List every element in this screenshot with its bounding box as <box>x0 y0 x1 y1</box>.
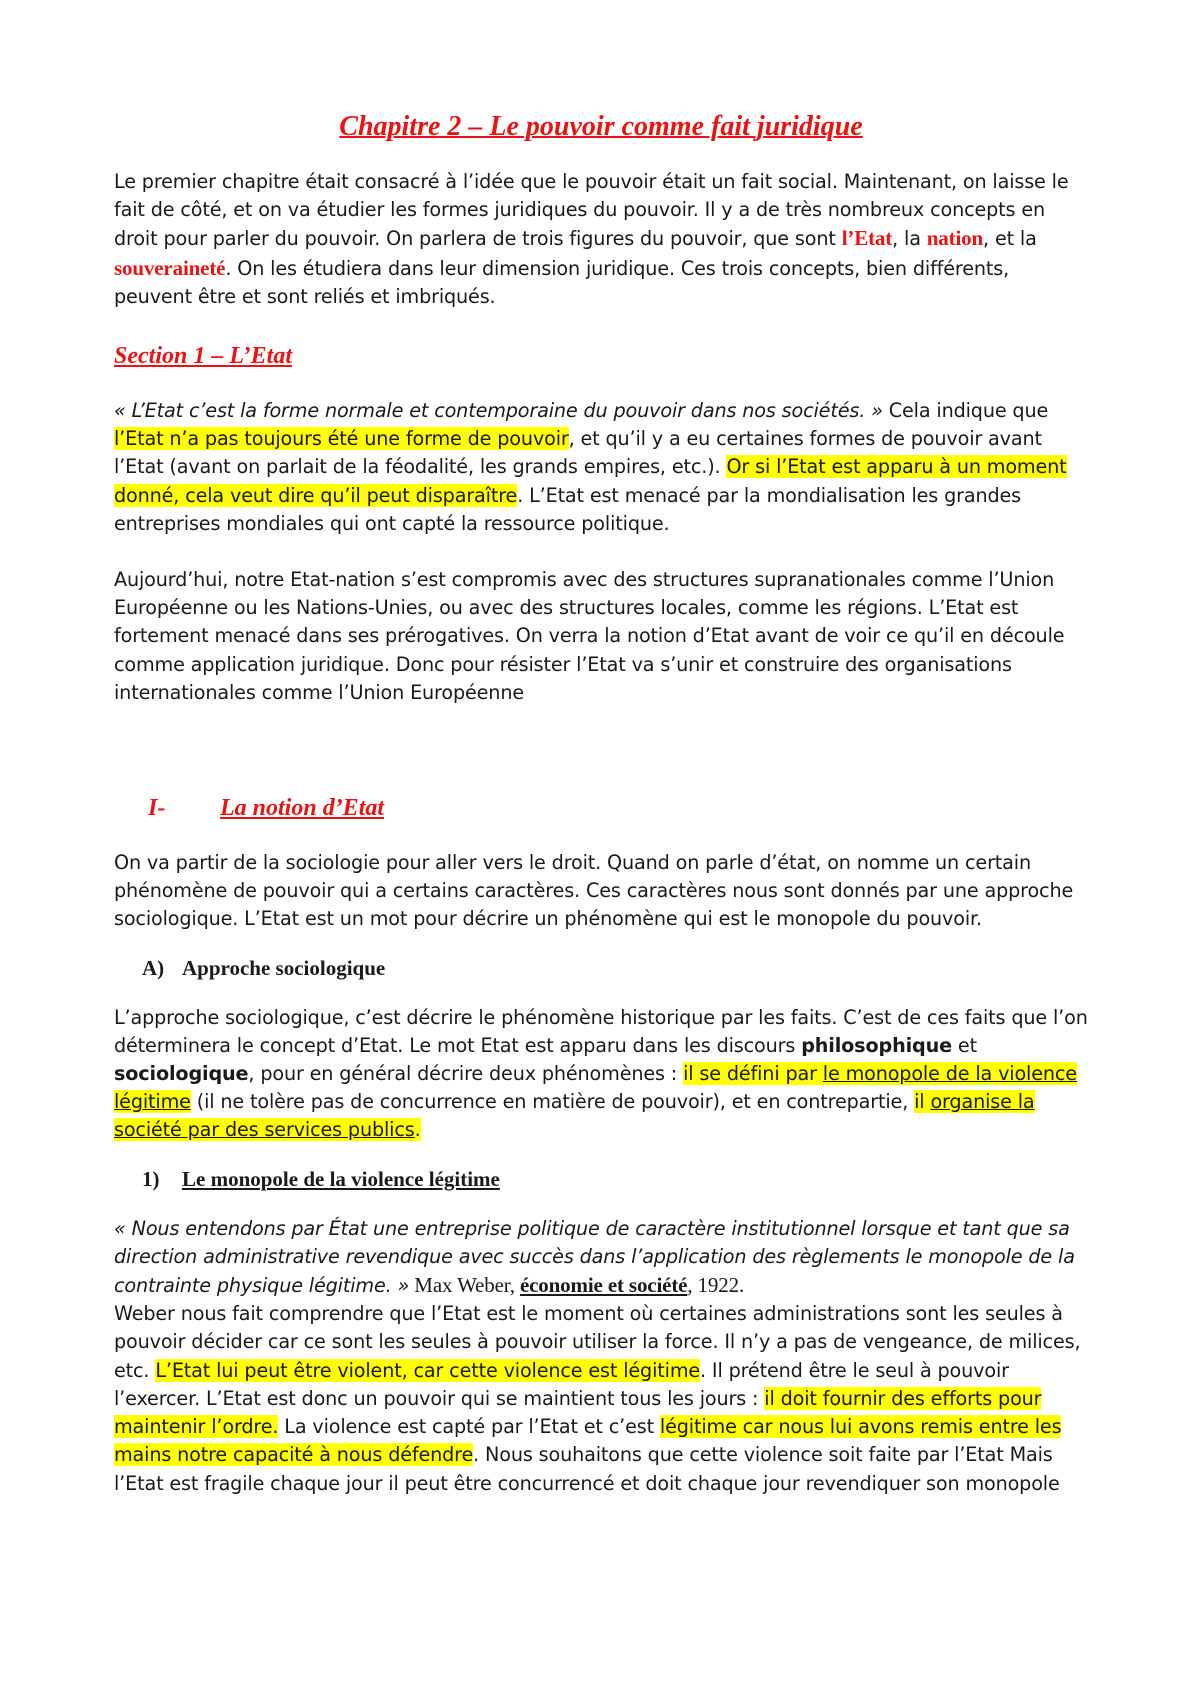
part-a-text-4: (il ne tolère pas de concurrence en matière de pouvoir), et en contrepartie, <box>190 1090 915 1114</box>
part-1-label: La notion d’Etat <box>220 795 385 822</box>
part-a-text-5: . <box>414 1118 421 1142</box>
highlight-maintain-order: il doit fournir des efforts pour maintenir l’ordre. <box>114 1386 1042 1439</box>
intro-text-1: Le premier chapitre était consacré à l’idée que le pouvoir était un fait social. Maintenant, on laisse le fait de côté, et on va étudier les formes juridiques du pouvoir. Il y a de très nombreux concepts en droit pour parler du pouvoir. On parlera de trois figures du pouvoir, que sont <box>114 170 1069 251</box>
keyword-nation: nation <box>926 226 984 251</box>
intro-text-2: . On les étudiera dans leur dimension juridique. Ces trois concepts, bien différents, peuvent être et sont reliés et imbriqués. <box>114 256 1010 308</box>
part-a-heading <box>142 954 1088 982</box>
part-a-paragraph <box>114 1004 1088 1145</box>
highlight-defined-by: il se défini par <box>683 1062 823 1086</box>
section-1-text-2: , et qu’il y a eu certaines formes de pouvoir avant l’Etat (avant on parlait de la féodalité, les grands empires, etc.). <box>114 427 1042 479</box>
part-1-1-paragraph <box>114 1215 1088 1498</box>
part-a-text-3: , pour en général décrire deux phénomènes : <box>248 1062 684 1086</box>
highlight-il: il <box>914 1090 931 1114</box>
weber-work: économie et société <box>519 1273 688 1298</box>
intro-paragraph <box>114 168 1088 311</box>
part-a-label: Approche sociologique <box>182 955 386 980</box>
highlight-legitimate-violence: L’Etat lui peut être violent, car cette violence est légitime <box>155 1358 701 1382</box>
part-a-text-1: L’approche sociologique, c’est décrire le phénomène historique par les faits. C’est de ces faits que l’on déterminera le concept d’Etat. Le mot Etat est apparu dans les discours <box>114 1005 1088 1057</box>
section-1-title: Section 1 – L’Etat <box>114 343 293 370</box>
highlight-public-services: organise la société par des services publics <box>114 1090 1035 1142</box>
chapter-title: Chapitre 2 – Le pouvoir comme fait juridique <box>339 111 863 142</box>
part-1-heading <box>148 793 1088 823</box>
part-1-1-text-4: . Nous souhaitons que cette violence soit faite par l’Etat Mais l’Etat est fragile chaque jour il peut être concurrencé et doit chaque jour revendiquer son monopole <box>114 1443 1060 1495</box>
weber-quote: « Nous entendons par État une entreprise politique de caractère institutionnel lorsque et tant que sa direction administrative revendique avec succès dans l’application des règlements le monopole de la contrainte physique légitime. » <box>114 1216 1075 1298</box>
part-1-1-number: 1) <box>142 1166 160 1191</box>
highlight-defend-ourselves: légitime car nous lui avons remis entre les mains notre capacité à nous défendre <box>114 1415 1062 1467</box>
section-1-text-3: . L’Etat est menacé par la mondialisation les grandes entreprises mondiales qui ont capté la ressource politique. <box>114 483 1022 535</box>
highlight-state-can-disappear: Or si l’Etat est apparu à un moment donné, cela veut dire qu’il peut disparaître <box>114 455 1067 507</box>
part-a-number: A) <box>142 955 165 980</box>
highlight-monopoly-violence: le monopole de la violence légitime <box>114 1062 1077 1114</box>
keyword-sociologique: sociologique <box>114 1062 249 1086</box>
part-1-paragraph: On va partir de la sociologie pour aller vers le droit. Quand on parle d’état, on nomme un certain phénomène de pouvoir qui a certains caractères. Ces caractères nous sont donnés par une approche sociologique. L’Etat est un mot pour décrire un phénomène qui est le monopole du pouvoir. <box>114 851 1074 931</box>
weber-year: , 1922. <box>687 1273 745 1298</box>
part-1-1-label: Le monopole de la violence légitime <box>182 1166 500 1191</box>
intro-sep-2: , et la <box>983 227 1037 251</box>
intro-sep-1: , la <box>892 227 927 251</box>
part-a-text-2: et <box>951 1033 977 1057</box>
keyword-souverainete: souveraineté <box>114 255 226 280</box>
part-1-1-text-1: Weber nous fait comprendre que l’Etat est le moment où certaines administrations sont les seules à pouvoir décider car ce sont les seules à pouvoir utiliser la force. Il n’y a pas de vengeance, de milices, etc. <box>114 1302 1081 1382</box>
weber-author: Max Weber, <box>409 1273 520 1298</box>
keyword-philosophique: philosophique <box>801 1033 952 1057</box>
part-1-1-heading <box>142 1165 1088 1193</box>
highlight-state-not-always: l’Etat n’a pas toujours été une forme de pouvoir <box>114 427 569 451</box>
section-1-paragraph-2: Aujourd’hui, notre Etat-nation s’est compromis avec des structures supranationales comme l’Union Européenne ou les Nations-Unies, ou avec des structures locales, comme les régions. L’Etat est fortement menacé dans ses prérogatives. On verra la notion d’Etat avant de voir ce qu’il en découle comme application juridique. Donc pour résister l’Etat va s’unir et construire des organisations internationales comme l’Union Européenne <box>114 568 1065 704</box>
section-1-paragraph-1 <box>114 397 1088 538</box>
keyword-etat: l’Etat <box>841 226 893 251</box>
section-1-text-1: Cela indique que <box>882 399 1049 423</box>
state-quote: « L’Etat c’est la forme normale et contemporaine du pouvoir dans nos sociétés. » <box>114 399 883 423</box>
part-1-1-text-3: La violence est capté par l’Etat et c’est <box>278 1415 660 1439</box>
part-1-1-text-2: . Il prétend être le seul à pouvoir l’exercer. L’Etat est donc un pouvoir qui se maintient tous les jours : <box>114 1358 1009 1410</box>
part-1-number: I- <box>148 795 166 822</box>
